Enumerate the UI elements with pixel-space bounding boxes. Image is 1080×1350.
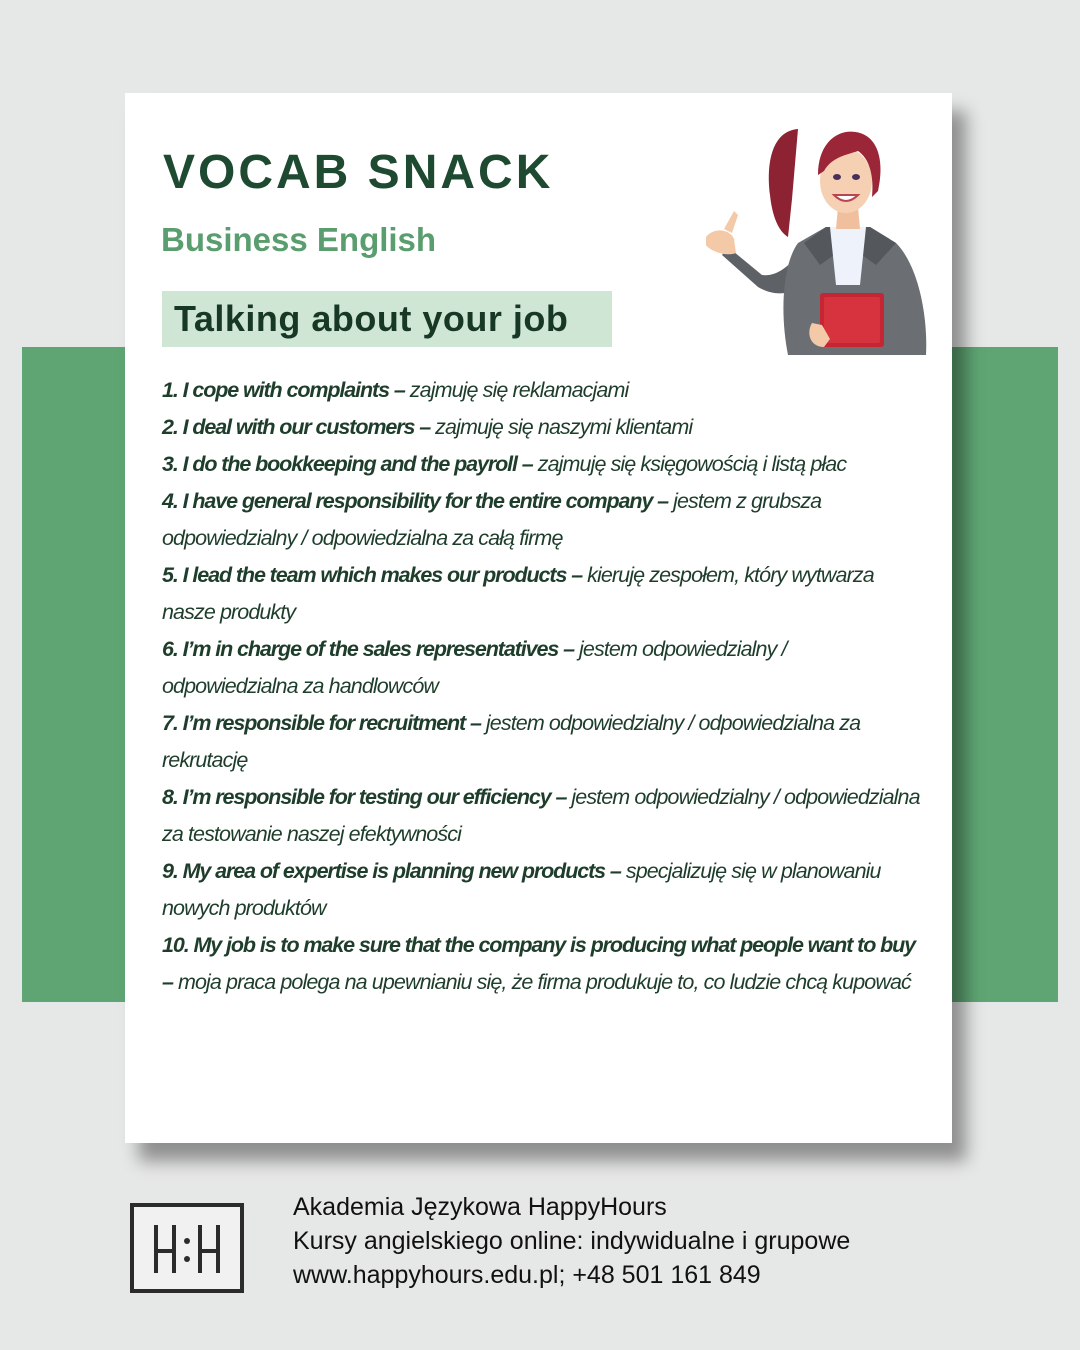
- vocab-phrase: 3. I do the bookkeeping and the payroll –: [162, 452, 533, 476]
- vocab-item: [162, 631, 922, 705]
- vocab-translation: jestem odpowiedzialny / odpowiedzialna za testowanie naszej efektywności: [162, 785, 920, 846]
- vocab-item: [162, 557, 922, 631]
- vocab-phrase: 8. I’m responsible for testing our efficiency –: [162, 785, 567, 809]
- vocab-translation: zajmuję się księgowością i listą płac: [537, 452, 847, 476]
- school-name: Akademia Językowa HappyHours: [293, 1193, 667, 1221]
- vocab-translation: specjalizuję się w planowaniu nowych produktów: [162, 859, 881, 920]
- page-title: VOCAB SNACK: [163, 146, 554, 199]
- vocab-phrase: 2. I deal with our customers –: [162, 415, 431, 439]
- vocab-item: [162, 927, 922, 1001]
- vocab-translation: moja praca polega na upewnianiu się, że firma produkuje to, co ludzie chcą kupować: [177, 970, 911, 994]
- course-description: Kursy angielskiego online: indywidualne i grupowe: [293, 1227, 851, 1255]
- vocab-translation: zajmuję się reklamacjami: [409, 378, 629, 402]
- vocab-phrase: 1. I cope with complaints –: [162, 378, 405, 402]
- vocab-phrase: 10. My job is to make sure that the company is producing what people want to buy –: [162, 933, 916, 994]
- logo-mark-icon: [134, 1207, 240, 1289]
- vocab-translation: jestem odpowiedzialny / odpowiedzialna za handlowców: [162, 637, 787, 698]
- vocab-translation: kieruję zespołem, który wytwarza nasze produkty: [162, 563, 874, 624]
- vocab-phrase: 9. My area of expertise is planning new products –: [162, 859, 621, 883]
- vocab-item: [162, 483, 922, 557]
- vocab-item: [162, 372, 922, 409]
- topic-heading: Talking about your job: [162, 291, 612, 347]
- vocab-item: [162, 446, 922, 483]
- vocab-card: [125, 93, 952, 1143]
- vocab-translation: jestem odpowiedzialny / odpowiedzialna za rekrutację: [162, 711, 861, 772]
- page-subtitle: Business English: [161, 221, 437, 258]
- vocab-list: [162, 372, 922, 1001]
- vocab-phrase: 6. I’m in charge of the sales representatives –: [162, 637, 574, 661]
- footer-contact: [293, 1190, 1033, 1292]
- contact-info: www.happyhours.edu.pl; +48 501 161 849: [293, 1261, 761, 1289]
- vocab-item: [162, 853, 922, 927]
- vocab-item: [162, 779, 922, 853]
- vocab-phrase: 7. I’m responsible for recruitment –: [162, 711, 481, 735]
- vocab-translation: jestem z grubsza odpowiedzialny / odpowiedzialna za całą firmę: [162, 489, 822, 550]
- vocab-item: [162, 705, 922, 779]
- vocab-phrase: 4. I have general responsibility for the entire company –: [162, 489, 669, 513]
- vocab-translation: zajmuję się naszymi klientami: [435, 415, 693, 439]
- vocab-item: [162, 409, 922, 446]
- happyhours-logo: [130, 1203, 244, 1293]
- vocab-phrase: 5. I lead the team which makes our products –: [162, 563, 583, 587]
- businesswoman-illustration: [700, 115, 930, 355]
